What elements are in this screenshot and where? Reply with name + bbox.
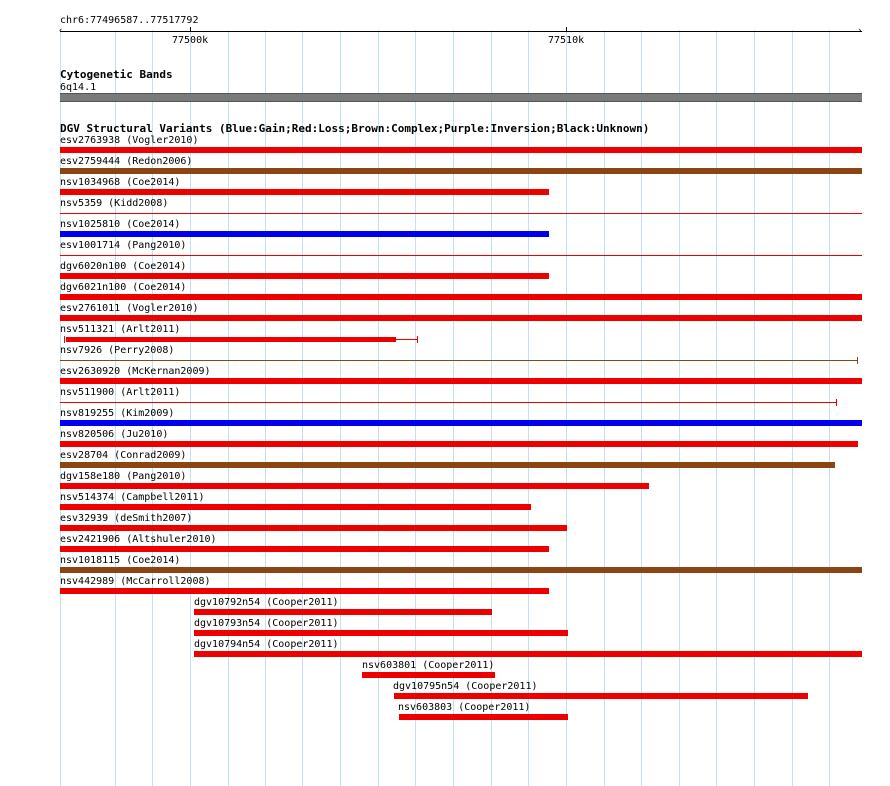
variant-label[interactable]: esv32939 (deSmith2007) bbox=[60, 513, 193, 524]
variant-label[interactable]: dgv158e180 (Pang2010) bbox=[60, 471, 187, 482]
variant-label[interactable]: nsv603801 (Cooper2011) bbox=[362, 660, 495, 671]
variant-label[interactable]: esv2759444 (Redon2006) bbox=[60, 156, 193, 167]
variant-label[interactable]: nsv514374 (Campbell2011) bbox=[60, 492, 205, 503]
grid-line bbox=[302, 30, 303, 786]
ruler-location: chr6:77496587..77517792 bbox=[60, 15, 199, 26]
variant-label[interactable]: esv2763938 (Vogler2010) bbox=[60, 135, 199, 146]
variant-label[interactable]: nsv1018115 (Coe2014) bbox=[60, 555, 181, 566]
variant-extension-line[interactable] bbox=[396, 339, 418, 340]
variant-bar[interactable] bbox=[194, 609, 492, 615]
cytoband-bar[interactable] bbox=[60, 93, 862, 102]
variant-end-cap bbox=[836, 399, 837, 406]
ruler-tick-label: 77500k bbox=[172, 35, 209, 46]
variant-label[interactable]: nsv5359 (Kidd2008) bbox=[60, 198, 169, 209]
variant-label[interactable]: nsv442989 (McCarroll2008) bbox=[60, 576, 211, 587]
variant-bar[interactable] bbox=[60, 147, 862, 153]
variant-bar[interactable] bbox=[60, 462, 835, 468]
grid-line bbox=[340, 30, 341, 786]
variant-label[interactable]: esv2421906 (Altshuler2010) bbox=[60, 534, 217, 545]
variant-bar[interactable] bbox=[194, 651, 862, 657]
variant-end-cap bbox=[64, 336, 65, 343]
cytoband-track-title: Cytogenetic Bands bbox=[60, 68, 173, 81]
grid-line bbox=[754, 30, 755, 786]
variant-label[interactable]: esv2761011 (Vogler2010) bbox=[60, 303, 199, 314]
variant-label[interactable]: nsv603803 (Cooper2011) bbox=[398, 702, 531, 713]
grid-line bbox=[679, 30, 680, 786]
variant-bar[interactable] bbox=[60, 231, 549, 237]
ruler-tick bbox=[190, 27, 191, 32]
grid-line bbox=[566, 30, 567, 786]
variant-label[interactable]: dgv10794n54 (Cooper2011) bbox=[194, 639, 339, 650]
variant-bar[interactable] bbox=[60, 213, 862, 214]
variant-bar[interactable] bbox=[60, 168, 862, 174]
variant-label[interactable]: esv2630920 (McKernan2009) bbox=[60, 366, 211, 377]
variant-bar[interactable] bbox=[60, 546, 549, 552]
variant-bar[interactable] bbox=[394, 693, 808, 699]
grid-line bbox=[829, 30, 830, 786]
variant-end-cap bbox=[417, 336, 418, 343]
ruler-tick-label: 77510k bbox=[548, 35, 585, 46]
variant-bar[interactable] bbox=[399, 714, 568, 720]
variant-label[interactable]: nsv7926 (Perry2008) bbox=[60, 345, 175, 356]
variant-label[interactable]: dgv6020n100 (Coe2014) bbox=[60, 261, 187, 272]
variant-bar[interactable] bbox=[60, 189, 549, 195]
grid-line bbox=[228, 30, 229, 786]
right-arrow-icon[interactable]: › bbox=[857, 26, 863, 36]
variant-bar[interactable] bbox=[60, 504, 531, 510]
grid-line bbox=[641, 30, 642, 786]
grid-line bbox=[792, 30, 793, 786]
variant-label[interactable]: dgv10793n54 (Cooper2011) bbox=[194, 618, 339, 629]
variant-bar[interactable] bbox=[60, 567, 862, 573]
ruler-tick bbox=[566, 27, 567, 32]
grid-line bbox=[716, 30, 717, 786]
variant-bar[interactable] bbox=[60, 441, 858, 447]
variant-label[interactable]: dgv10795n54 (Cooper2011) bbox=[393, 681, 538, 692]
variant-label[interactable]: esv28704 (Conrad2009) bbox=[60, 450, 187, 461]
variant-label[interactable]: dgv10792n54 (Cooper2011) bbox=[194, 597, 339, 608]
variant-label[interactable]: nsv511900 (Arlt2011) bbox=[60, 387, 181, 398]
variant-bar[interactable] bbox=[60, 360, 858, 361]
variant-bar[interactable] bbox=[60, 294, 862, 300]
grid-line bbox=[604, 30, 605, 786]
variant-bar[interactable] bbox=[60, 315, 862, 321]
variant-label[interactable]: nsv820506 (Ju2010) bbox=[60, 429, 169, 440]
cytoband-name[interactable]: 6q14.1 bbox=[60, 82, 97, 93]
grid-line bbox=[265, 30, 266, 786]
variant-bar[interactable] bbox=[194, 630, 568, 636]
variant-label[interactable]: dgv6021n100 (Coe2014) bbox=[60, 282, 187, 293]
variant-bar[interactable] bbox=[60, 378, 862, 384]
variant-bar[interactable] bbox=[60, 483, 649, 489]
variant-bar[interactable] bbox=[60, 273, 549, 279]
dgv-track-title: DGV Structural Variants (Blue:Gain;Red:Loss;Brown:Complex;Purple:Inversion;Black:Unknown) bbox=[60, 122, 650, 135]
left-arrow-icon[interactable]: ‹ bbox=[58, 26, 64, 36]
variant-bar[interactable] bbox=[66, 337, 396, 342]
variant-bar[interactable] bbox=[60, 402, 837, 403]
variant-label[interactable]: esv1001714 (Pang2010) bbox=[60, 240, 187, 251]
variant-end-cap bbox=[857, 357, 858, 364]
variant-bar[interactable] bbox=[362, 672, 495, 678]
variant-label[interactable]: nsv1034968 (Coe2014) bbox=[60, 177, 181, 188]
grid-line bbox=[528, 30, 529, 786]
ruler-line[interactable] bbox=[60, 31, 862, 32]
variant-bar[interactable] bbox=[60, 525, 567, 531]
variant-bar[interactable] bbox=[60, 255, 862, 256]
variant-bar[interactable] bbox=[60, 420, 862, 426]
variant-label[interactable]: nsv511321 (Arlt2011) bbox=[60, 324, 181, 335]
variant-label[interactable]: nsv1025810 (Coe2014) bbox=[60, 219, 181, 230]
variant-bar[interactable] bbox=[60, 588, 549, 594]
variant-label[interactable]: nsv819255 (Kim2009) bbox=[60, 408, 175, 419]
